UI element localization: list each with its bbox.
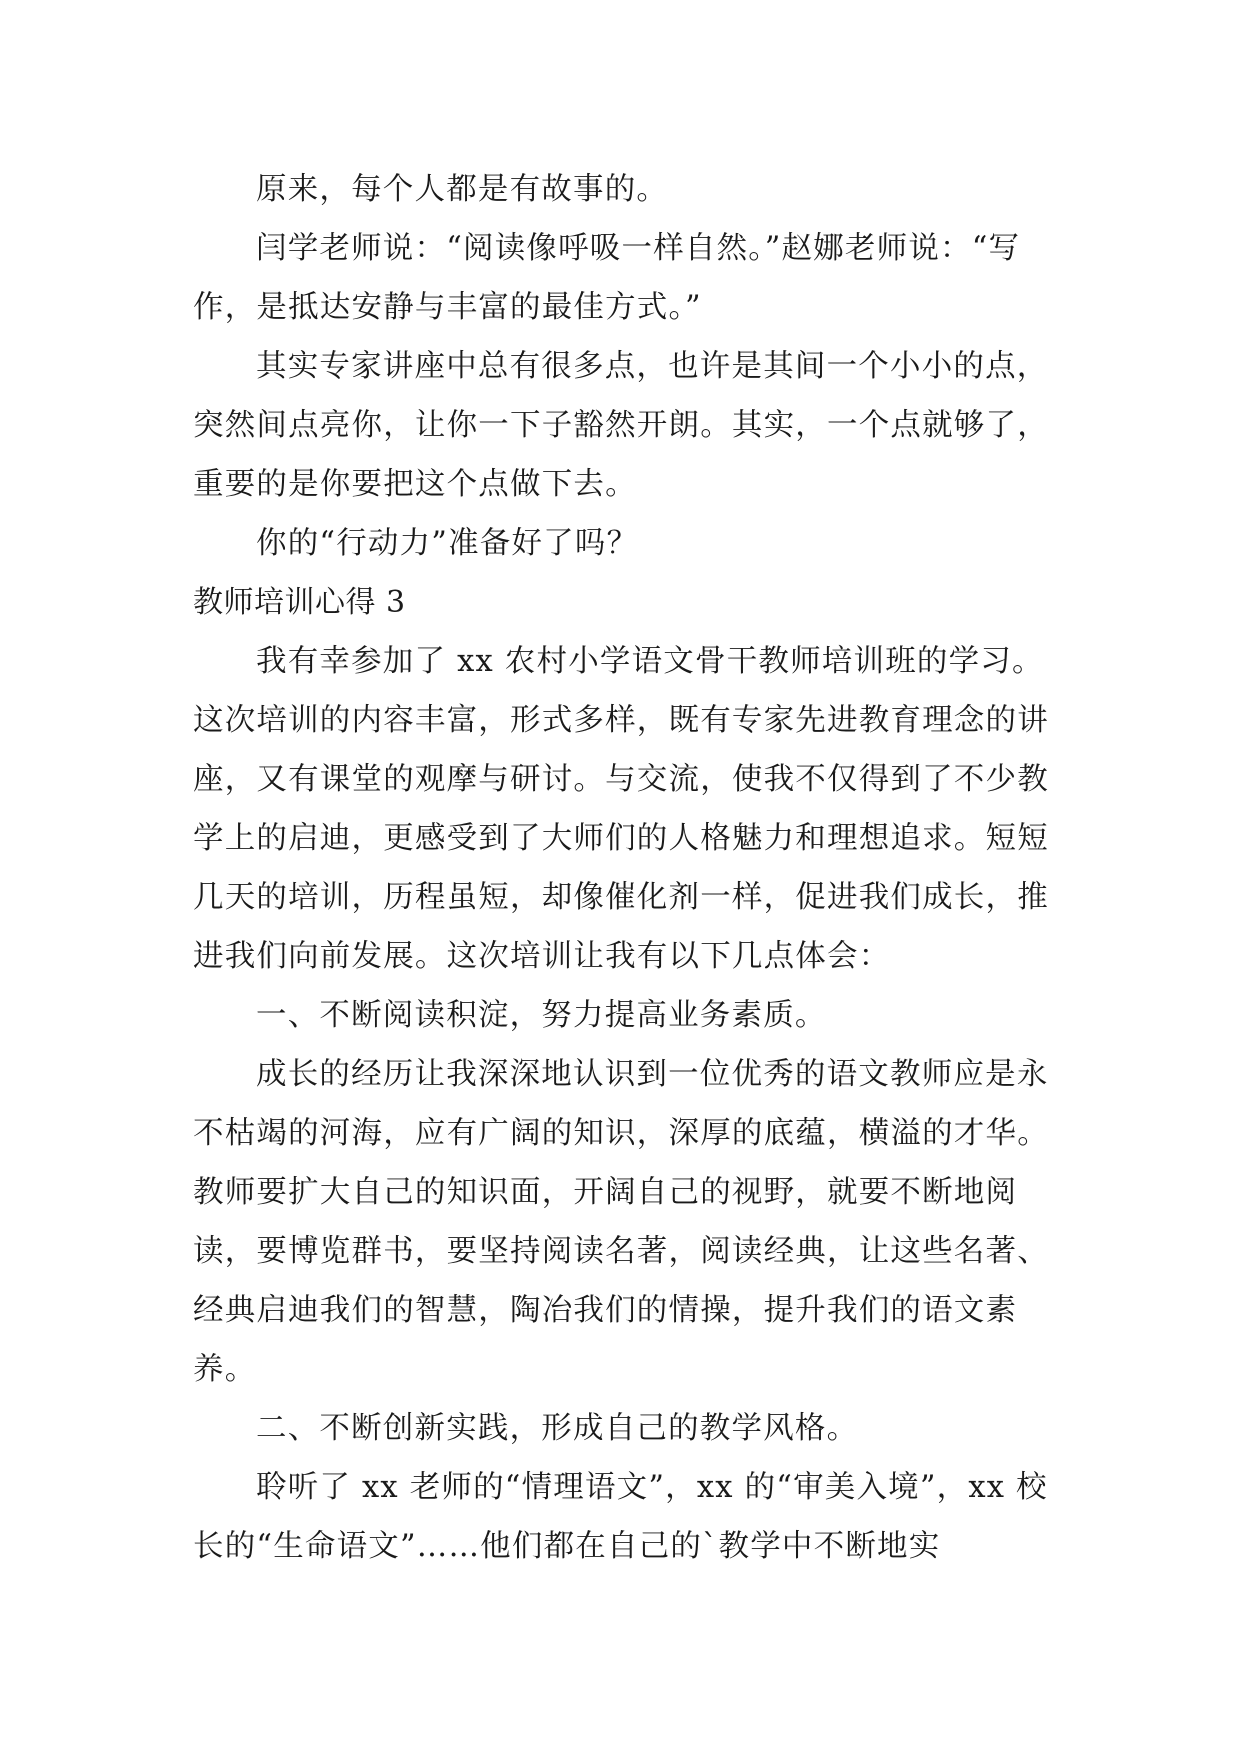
- paragraph: 二、不断创新实践，形成自己的教学风格。: [256, 1411, 859, 1446]
- document-body: [193, 160, 1073, 1576]
- paragraph: 一、不断阅读积淀，努力提高业务素质。: [256, 998, 827, 1033]
- paragraph: 成长的经历让我深深地认识到一位优秀的语文教师应是永不枯竭的河海，应有广阔的知识，深厚的底蕴，横溢的才华。教师要扩大自己的知识面，开阔自己的视野，就要不断地阅读，要博览群书，要坚持阅读名著，阅读经典，让这些名著、经典启迪我们的智慧，陶冶我们的情操，提升我们的语文素养。: [193, 1057, 1049, 1387]
- section-title: 教师培训心得 3: [193, 585, 406, 620]
- paragraph: 聆听了 xx 老师的“情理语文”，xx 的“审美入境”，xx 校长的“生命语文”……他们都在自己的`教学中不断地实: [193, 1470, 1048, 1564]
- paragraph: 我有幸参加了 xx 农村小学语文骨干教师培训班的学习。这次培训的内容丰富，形式多样，既有专家先进教育理念的讲座，又有课堂的观摩与研讨。与交流，使我不仅得到了不少教学上的启迪，更感受到了大师们的人格魅力和理想追求。短短几天的培训，历程虽短，却像催化剂一样，促进我们成长，推进我们向前发展。这次培训让我有以下几点体会：: [193, 644, 1049, 974]
- paragraph: 闫学老师说：“阅读像呼吸一样自然。”赵娜老师说：“写作，是抵达安静与丰富的最佳方式。”: [193, 231, 1021, 325]
- paragraph: 你的“行动力”准备好了吗？: [256, 526, 639, 561]
- paragraph: 原来，每个人都是有故事的。: [256, 172, 669, 207]
- paragraph: 其实专家讲座中总有很多点，也许是其间一个小小的点，突然间点亮你，让你一下子豁然开朗。其实，一个点就够了，重要的是你要把这个点做下去。: [193, 349, 1049, 502]
